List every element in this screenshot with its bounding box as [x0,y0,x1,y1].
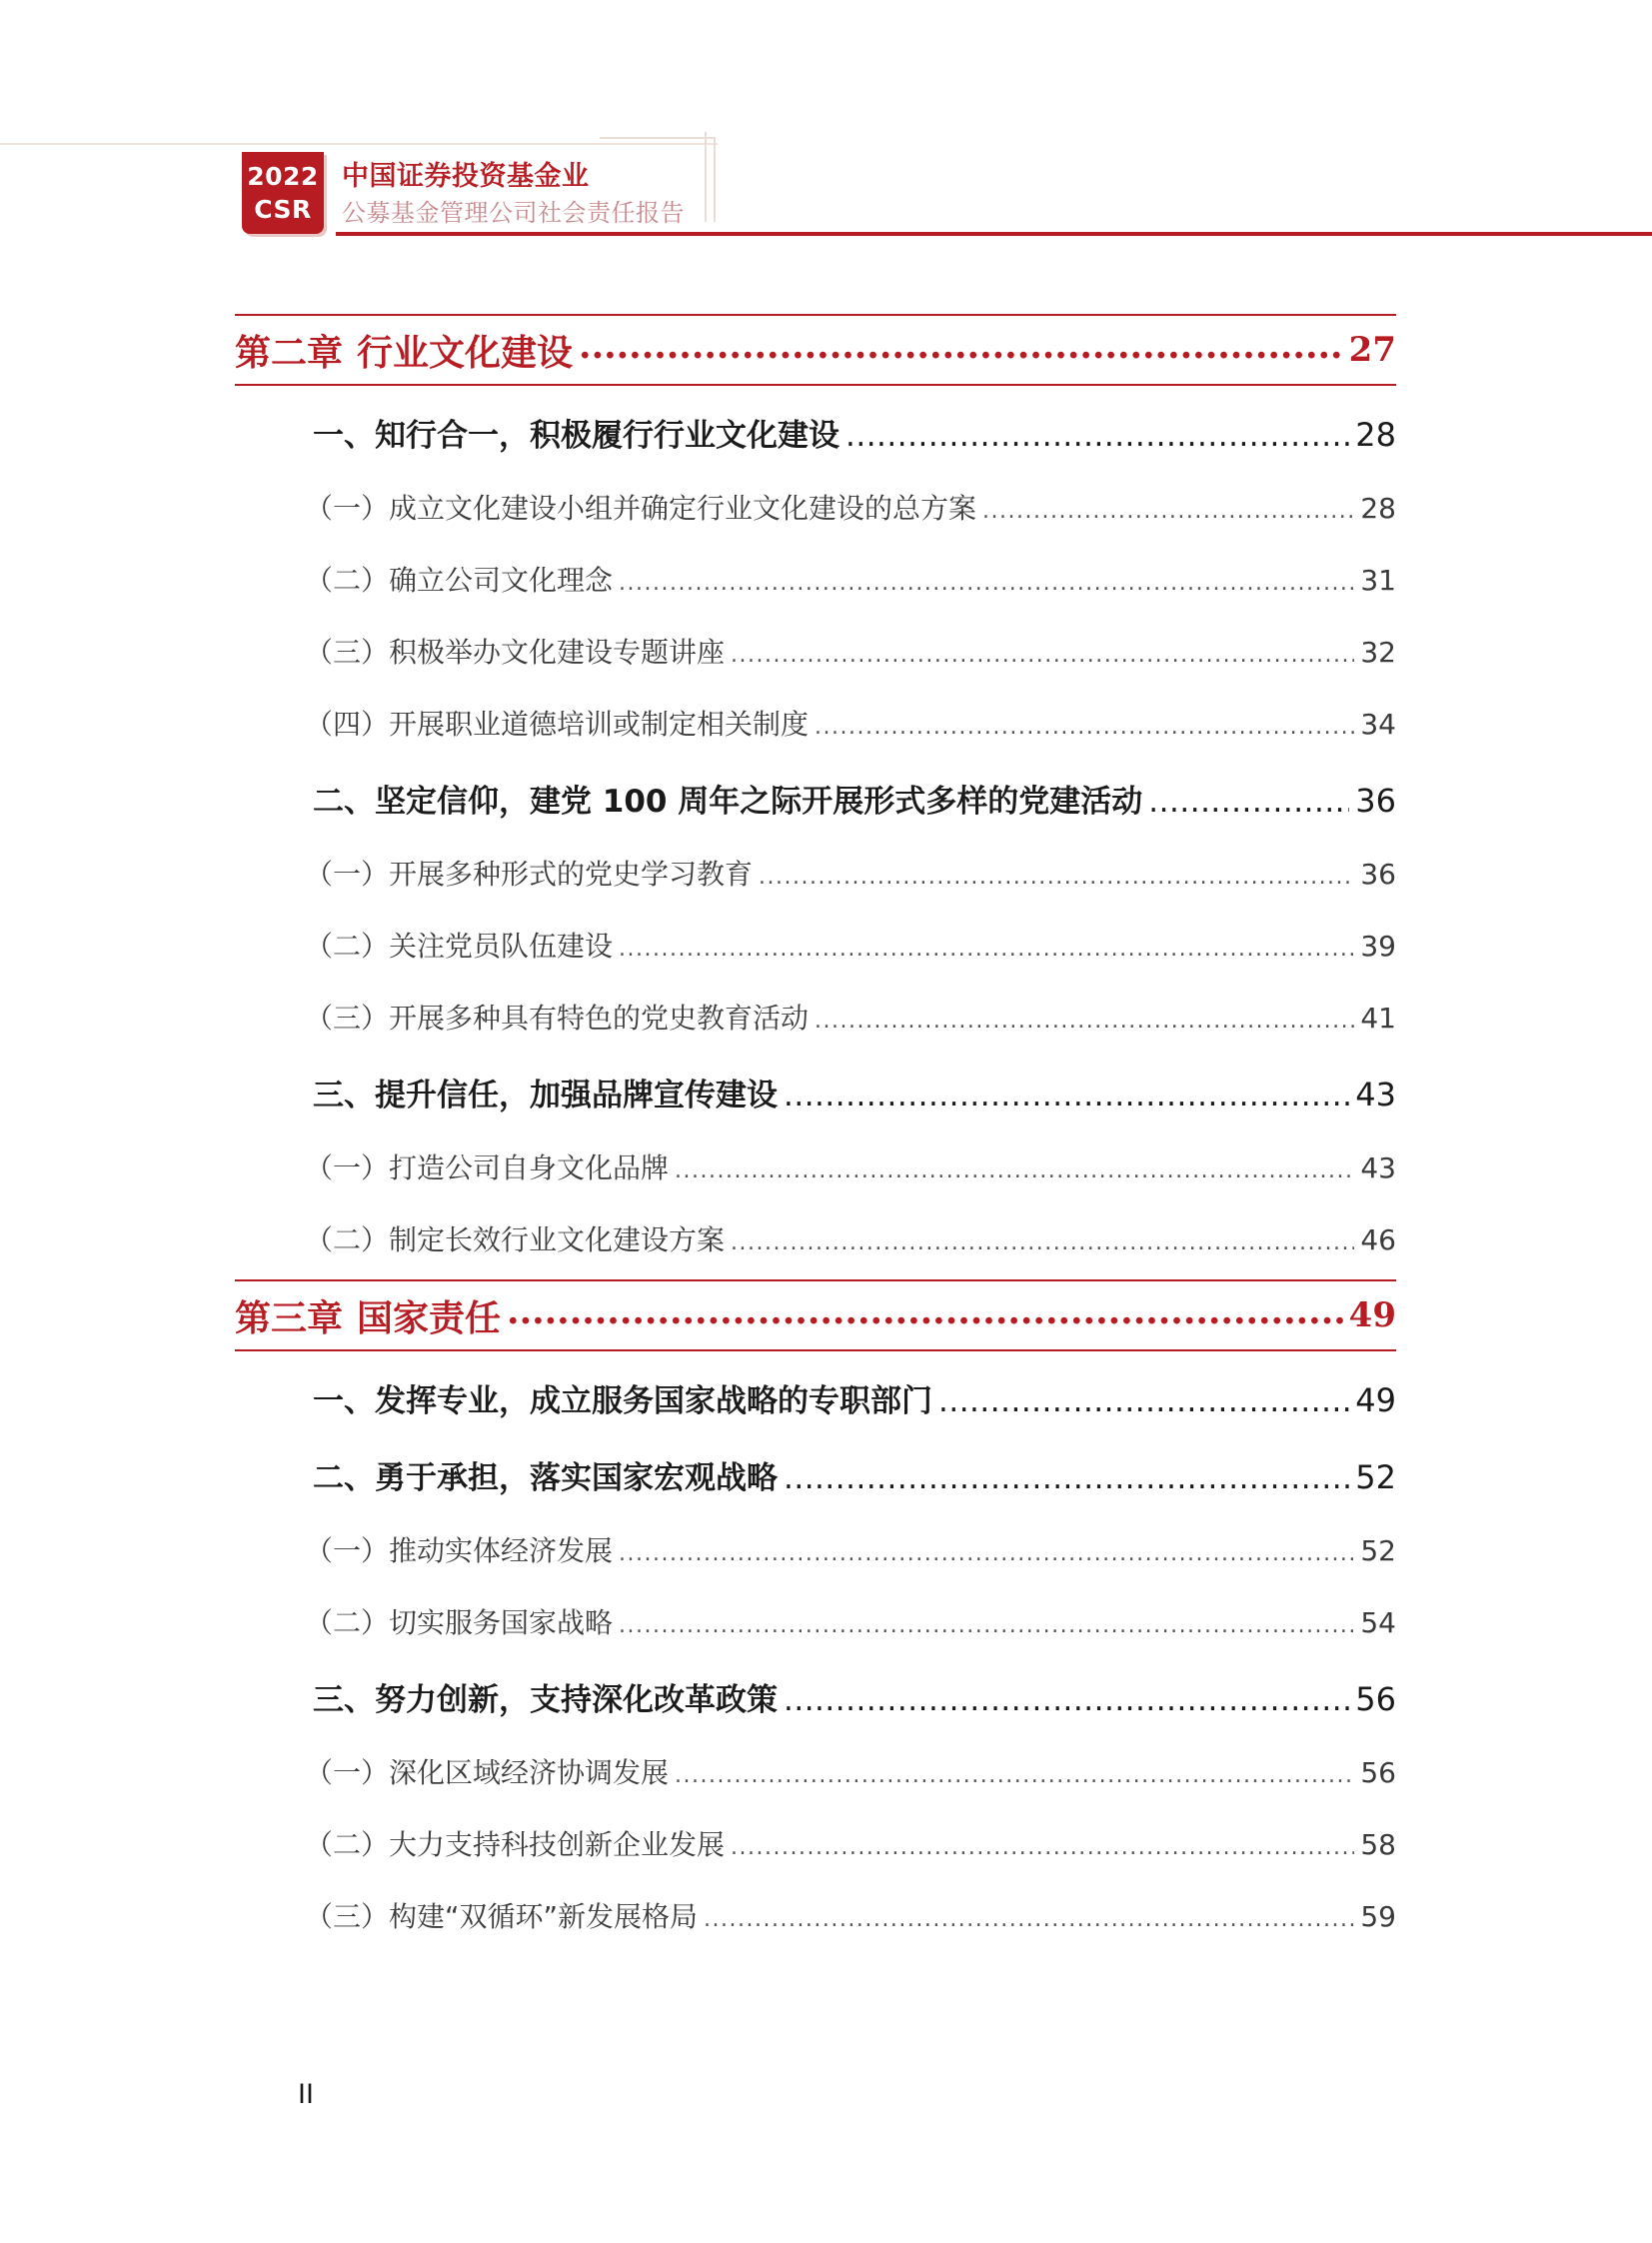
report-subtitle: 公募基金管理公司社会责任报告 [342,199,685,227]
toc-subsection[interactable] [305,559,1396,599]
header-decor-frame-left [705,132,707,222]
subsection-title: （二）切实服务国家战略 [305,1606,614,1639]
dot-leader [784,1078,1349,1114]
subsection-title: （一）开展多种形式的党史学习教育 [305,858,754,891]
dot-leader [784,1682,1349,1718]
toc-section[interactable] [313,776,1396,821]
chapter-title: 行业文化建设 [357,331,574,374]
dot-leader [938,1383,1349,1419]
dot-leader [731,1835,1354,1860]
toc-section[interactable] [313,1375,1396,1420]
page-number: 27 [1348,330,1396,370]
dot-leader [675,1763,1354,1788]
toc-subsection[interactable] [305,703,1396,743]
page-number: 36 [1355,782,1396,820]
toc-section[interactable] [313,1452,1396,1497]
toc-subsection[interactable] [305,1529,1396,1569]
toc-subsection[interactable] [305,1601,1396,1641]
page-number: 31 [1360,564,1396,597]
toc-subsection[interactable] [305,1751,1396,1791]
section-title: 一、发挥专业，成立服务国家战略的专职部门 [313,1383,932,1419]
dot-leader [619,571,1354,596]
subsection-title: （二）制定长效行业文化建设方案 [305,1223,726,1256]
header-decor-frame [600,137,716,139]
page-number: 34 [1360,708,1396,741]
page-number: 43 [1355,1076,1396,1114]
chapter-title: 国家责任 [357,1296,502,1339]
csr-logo-badge [242,152,324,234]
toc-chapter-2[interactable] [235,314,1396,386]
page-number: 36 [1360,858,1396,891]
section-title: 一、知行合一，积极履行行业文化建设 [313,418,839,454]
page-number: 39 [1360,930,1396,963]
toc-subsection[interactable] [305,1218,1396,1258]
dot-leader [619,937,1354,962]
chapter-number: 第三章 [235,1296,344,1339]
dot-leader [675,1158,1354,1183]
toc-chapter-3[interactable] [235,1279,1396,1351]
page-number: 56 [1360,1756,1396,1789]
subsection-title: （三）构建“双循环”新发展格局 [305,1900,699,1933]
dot-leader [704,1907,1354,1932]
subsection-title: （一）打造公司自身文化品牌 [305,1151,670,1184]
page-number: 49 [1355,1381,1396,1419]
header-decor-line [0,143,718,145]
dot-leader [845,418,1349,454]
subsection-title: （一）成立文化建设小组并确定行业文化建设的总方案 [305,492,977,525]
dot-leader [759,865,1354,890]
page-number: 56 [1355,1680,1396,1718]
subsection-title: （二）大力支持科技创新企业发展 [305,1828,726,1861]
toc-subsection[interactable] [305,997,1396,1037]
dot-leader [815,1009,1354,1034]
section-title: 三、努力创新，支持深化改革政策 [313,1682,778,1718]
toc-subsection[interactable] [305,853,1396,893]
page-number: 52 [1360,1534,1396,1567]
dot-leader [619,1541,1354,1566]
report-title: 中国证券投资基金业 [342,161,590,192]
page-number: 52 [1355,1458,1396,1496]
subsection-title: （二）确立公司文化理念 [305,564,614,597]
page-number: 41 [1360,1002,1396,1035]
toc-section[interactable] [313,1070,1396,1115]
header-rule [336,232,1652,236]
toc-subsection[interactable] [305,631,1396,671]
header-decor-frame-right [714,138,716,222]
dot-leader [815,715,1354,740]
subsection-title: （一）推动实体经济发展 [305,1534,614,1567]
toc-subsection[interactable] [305,1146,1396,1186]
subsection-title: （三）开展多种具有特色的党史教育活动 [305,1002,810,1035]
subsection-title: （三）积极举办文化建设专题讲座 [305,636,726,669]
page-number: 28 [1360,492,1396,525]
footer-page-number: II [298,2079,314,2110]
logo-year: 2022 [247,162,319,191]
logo-code: CSR [254,195,312,224]
dot-leader [982,499,1354,524]
dot-leader [579,325,1343,367]
section-title: 三、提升信任，加强品牌宣传建设 [313,1078,778,1114]
page-number: 28 [1355,416,1396,454]
toc-subsection[interactable] [305,487,1396,527]
page-number: 58 [1360,1828,1396,1861]
page-number: 49 [1348,1295,1396,1335]
dot-leader [731,643,1354,668]
toc-section[interactable] [313,410,1396,455]
toc-subsection[interactable] [305,1895,1396,1935]
page-number: 32 [1360,636,1396,669]
dot-leader [784,1460,1349,1496]
section-title: 二、勇于承担，落实国家宏观战略 [313,1460,778,1496]
page-number: 54 [1360,1606,1396,1639]
dot-leader [619,1613,1354,1638]
toc-subsection[interactable] [305,1823,1396,1863]
subsection-title: （二）关注党员队伍建设 [305,930,614,963]
dot-leader [731,1230,1354,1255]
page-number: 43 [1360,1151,1396,1184]
dot-leader [1148,784,1349,820]
chapter-number: 第二章 [235,331,344,374]
page-number: 59 [1360,1900,1396,1933]
section-title: 二、坚定信仰，建党 100 周年之际开展形式多样的党建活动 [313,784,1143,820]
subsection-title: （四）开展职业道德培训或制定相关制度 [305,708,810,741]
dot-leader [507,1290,1343,1332]
toc-subsection[interactable] [305,925,1396,965]
toc-section[interactable] [313,1674,1396,1719]
subsection-title: （一）深化区域经济协调发展 [305,1756,670,1789]
page-number: 46 [1360,1223,1396,1256]
